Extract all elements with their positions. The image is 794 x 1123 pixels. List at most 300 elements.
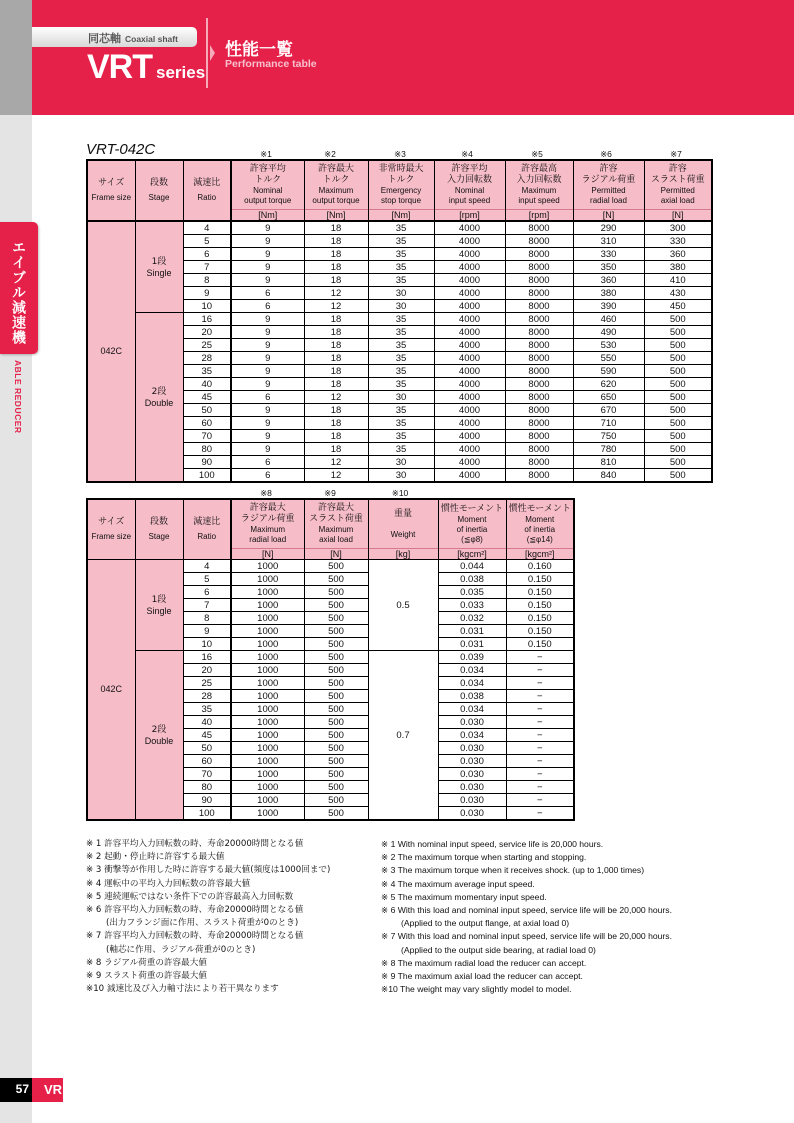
value-cell: 12 xyxy=(304,300,368,313)
value-cell: 8000 xyxy=(505,339,573,352)
value-cell: 380 xyxy=(573,287,644,300)
value-cell: 18 xyxy=(304,313,368,326)
value-cell: 460 xyxy=(573,313,644,326)
header-jp: 許容最高 xyxy=(520,164,557,174)
footnote-line: ※ 6 許容平均入力回転数の時、寿命20000時間となる値 xyxy=(86,905,304,916)
value-cell: 1000 xyxy=(231,599,304,612)
value-cell: 500 xyxy=(304,703,368,716)
header-line: 許容最大 xyxy=(317,503,354,513)
header-en: axial load xyxy=(660,196,695,205)
value-cell: 500 xyxy=(304,768,368,781)
value-cell: 4000 xyxy=(434,456,505,469)
value-cell: 500 xyxy=(644,430,712,443)
value-cell: 620 xyxy=(573,378,644,391)
value-cell: 4000 xyxy=(434,261,505,274)
value-cell: 500 xyxy=(644,378,712,391)
ratio-cell: 90 xyxy=(183,794,231,807)
value-cell: − xyxy=(506,703,574,716)
footnote-mark: ※7 xyxy=(670,149,682,159)
value-cell: 530 xyxy=(573,339,644,352)
value-cell: 8000 xyxy=(505,274,573,287)
stage-jp: 1段 xyxy=(151,256,167,267)
unit-label: [kg] xyxy=(368,549,438,560)
value-cell: 1000 xyxy=(231,716,304,729)
value-cell: 330 xyxy=(573,248,644,261)
weight-cell: 0.5 xyxy=(368,560,438,651)
footnote-line: ※ 9 スラスト荷重の許容最大値 xyxy=(86,971,207,982)
footnote-line: ※ 7 With this load and nominal input speed, service life will be 20,000 hours. xyxy=(381,931,672,942)
value-cell: 35 xyxy=(368,365,434,378)
page-section-label: VR xyxy=(32,1078,63,1102)
value-cell: 18 xyxy=(304,261,368,274)
footnote-line: ※ 1 許容平均入力回転数の時、寿命20000時間となる値 xyxy=(86,839,304,849)
footnote-line: ※ 1 With nominal input speed, service life is 20,000 hours. xyxy=(381,839,604,849)
value-cell: 18 xyxy=(304,326,368,339)
column-header-stage xyxy=(135,160,183,221)
unit-label: [Nm] xyxy=(368,210,434,222)
footnote-mark: ※10 xyxy=(391,488,409,498)
value-cell: 840 xyxy=(573,469,644,483)
weight-cell: 0.7 xyxy=(368,651,438,821)
footnote-mark: ※8 xyxy=(260,488,272,498)
unit-label: [rpm] xyxy=(434,210,505,222)
stage-en: Double xyxy=(144,735,174,746)
column-header-frame xyxy=(87,160,135,221)
column-header xyxy=(368,499,438,549)
header-line: 慣性モーメント xyxy=(508,503,571,514)
series-category-en: Coaxial shaft xyxy=(125,34,178,44)
value-cell: − xyxy=(506,742,574,755)
value-cell: 1000 xyxy=(231,586,304,599)
column-header-stage xyxy=(135,499,183,560)
header-en: output torque xyxy=(244,196,292,205)
performance-table-2 xyxy=(86,498,575,821)
ratio-cell: 28 xyxy=(183,690,231,703)
value-cell: 4000 xyxy=(434,430,505,443)
value-cell: 35 xyxy=(368,404,434,417)
value-cell: − xyxy=(506,716,574,729)
value-cell: 9 xyxy=(231,404,304,417)
column-header xyxy=(644,160,712,210)
value-cell: 12 xyxy=(304,456,368,469)
header-jp: 許容最大 xyxy=(317,164,354,174)
value-cell: 12 xyxy=(304,287,368,300)
column-header xyxy=(304,499,368,549)
value-cell: 18 xyxy=(304,352,368,365)
footnote-line: ※ 5 連続運転ではない条件下での許容最高入力回転数 xyxy=(86,891,294,902)
value-cell: 500 xyxy=(304,690,368,703)
value-cell: 590 xyxy=(573,365,644,378)
header-en: Ratio xyxy=(197,193,217,202)
header-line: Maximum xyxy=(250,525,286,534)
value-cell: 1000 xyxy=(231,612,304,625)
header-line: ラジアル荷重 xyxy=(240,514,295,524)
ratio-cell: 8 xyxy=(183,274,231,287)
value-cell: 360 xyxy=(644,248,712,261)
value-cell: 8000 xyxy=(505,430,573,443)
stage-en: Double xyxy=(144,397,174,408)
performance-table-1 xyxy=(86,159,713,483)
value-cell: 8000 xyxy=(505,443,573,456)
value-cell: 500 xyxy=(644,443,712,456)
value-cell: 4000 xyxy=(434,221,505,235)
ratio-cell: 45 xyxy=(183,391,231,404)
value-cell: 1000 xyxy=(231,573,304,586)
value-cell: 330 xyxy=(644,235,712,248)
unit-label: [N] xyxy=(644,210,712,222)
unit-label: [N] xyxy=(231,549,304,560)
value-cell: 1000 xyxy=(231,690,304,703)
footnote-line: ※ 3 The maximum torque when it receives shock. (up to 1,000 times) xyxy=(381,865,645,876)
value-cell: 500 xyxy=(644,469,712,483)
header-jp: トルク xyxy=(387,175,415,185)
footnote-mark: ※4 xyxy=(461,149,473,159)
value-cell: 1000 xyxy=(231,742,304,755)
ratio-cell: 6 xyxy=(183,586,231,599)
ratio-cell: 40 xyxy=(183,716,231,729)
footnote-line: ※10 The weight may vary slightly model to model. xyxy=(381,984,572,995)
ratio-cell: 9 xyxy=(183,287,231,300)
header-en: Frame size xyxy=(91,193,132,202)
header-jp: 段数 xyxy=(149,517,168,527)
value-cell: 35 xyxy=(368,326,434,339)
header-jp: 許容 xyxy=(668,164,687,174)
value-cell: 500 xyxy=(644,456,712,469)
value-cell: 18 xyxy=(304,339,368,352)
header-jp: 許容 xyxy=(599,164,618,174)
value-cell: 0.031 xyxy=(438,638,506,651)
side-tab-label: エイブル減速機 xyxy=(10,240,26,345)
value-cell: 6 xyxy=(231,300,304,313)
stage-jp: 2段 xyxy=(151,386,167,397)
header-line: of inertia xyxy=(524,524,556,534)
value-cell: 8000 xyxy=(505,261,573,274)
ratio-cell: 25 xyxy=(183,339,231,352)
stage-en: Single xyxy=(146,267,172,278)
value-cell: 500 xyxy=(304,625,368,638)
value-cell: 35 xyxy=(368,339,434,352)
value-cell: 12 xyxy=(304,391,368,404)
column-header xyxy=(231,499,304,549)
value-cell: 18 xyxy=(304,378,368,391)
value-cell: 8000 xyxy=(505,469,573,483)
ratio-cell: 90 xyxy=(183,456,231,469)
table-row xyxy=(87,221,712,235)
value-cell: 8000 xyxy=(505,326,573,339)
column-header xyxy=(573,160,644,210)
value-cell: 500 xyxy=(644,339,712,352)
value-cell: 0.044 xyxy=(438,560,506,573)
unit-label: [Nm] xyxy=(304,210,368,222)
stage-cell xyxy=(135,560,183,651)
value-cell: 500 xyxy=(644,417,712,430)
value-cell: 750 xyxy=(573,430,644,443)
value-cell: 18 xyxy=(304,417,368,430)
unit-label: [kgcm²] xyxy=(438,549,506,560)
header-row xyxy=(87,499,574,549)
value-cell: 1000 xyxy=(231,560,304,573)
value-cell: 4000 xyxy=(434,248,505,261)
value-cell: − xyxy=(506,677,574,690)
footnote-line: ※ 7 許容平均入力回転数の時、寿命20000時間となる値 xyxy=(86,931,304,942)
header-jp: 入力回転数 xyxy=(446,175,492,185)
footnote-line: ※ 8 The maximum radial load the reducer can accept. xyxy=(381,957,587,968)
value-cell: 500 xyxy=(644,352,712,365)
footnote-line: ※10 減速比及び入力軸寸法により若干異なります xyxy=(86,984,279,995)
header-jp: スラスト荷重 xyxy=(650,175,705,185)
header-en: stop torque xyxy=(380,196,422,205)
value-cell: 9 xyxy=(231,378,304,391)
header-en: Frame size xyxy=(91,532,132,541)
footnote-mark: ※9 xyxy=(324,488,336,498)
series-category-jp: 同芯軸 xyxy=(88,32,121,45)
value-cell: 8000 xyxy=(505,313,573,326)
value-cell: 35 xyxy=(368,352,434,365)
value-cell: 4000 xyxy=(434,469,505,483)
series-name: VRT xyxy=(87,48,152,86)
value-cell: 0.034 xyxy=(438,664,506,677)
value-cell: 0.150 xyxy=(506,599,574,612)
value-cell: 6 xyxy=(231,456,304,469)
ratio-cell: 50 xyxy=(183,404,231,417)
value-cell: 30 xyxy=(368,391,434,404)
column-header xyxy=(304,160,368,210)
left-margin-top xyxy=(0,0,32,115)
header-en: Ratio xyxy=(197,532,217,541)
header-line: Weight xyxy=(390,529,416,539)
series-suffix: series xyxy=(156,63,206,82)
ratio-cell: 8 xyxy=(183,612,231,625)
value-cell: 9 xyxy=(231,261,304,274)
value-cell: 0.038 xyxy=(438,573,506,586)
value-cell: 500 xyxy=(304,560,368,573)
value-cell: 18 xyxy=(304,274,368,287)
header-jp: 減速比 xyxy=(193,178,221,188)
header-line: axial load xyxy=(319,535,353,544)
footnote-mark: ※5 xyxy=(531,149,543,159)
value-cell: 4000 xyxy=(434,391,505,404)
value-cell: − xyxy=(506,664,574,677)
header-en: Stage xyxy=(148,193,170,202)
value-cell: 4000 xyxy=(434,443,505,456)
stage-cell xyxy=(135,313,183,483)
value-cell: 0.038 xyxy=(438,690,506,703)
value-cell: 0.030 xyxy=(438,781,506,794)
section-title-en: Performance table xyxy=(225,58,317,70)
value-cell: 35 xyxy=(368,313,434,326)
value-cell: 500 xyxy=(304,573,368,586)
header-row xyxy=(87,160,712,210)
ratio-cell: 80 xyxy=(183,781,231,794)
value-cell: 500 xyxy=(304,586,368,599)
value-cell: 1000 xyxy=(231,781,304,794)
value-cell: 35 xyxy=(368,261,434,274)
value-cell: 8000 xyxy=(505,417,573,430)
footnote-line: ※ 5 The maximum momentary input speed. xyxy=(381,891,547,902)
value-cell: 550 xyxy=(573,352,644,365)
stage-jp: 2段 xyxy=(151,724,167,735)
header-jp: サイズ xyxy=(98,517,125,527)
header-en: Nominal xyxy=(253,186,283,195)
ratio-cell: 40 xyxy=(183,378,231,391)
value-cell: 8000 xyxy=(505,287,573,300)
unit-label: [Nm] xyxy=(231,210,304,222)
series-category xyxy=(88,30,178,46)
value-cell: 18 xyxy=(304,248,368,261)
footnote-line: (軸芯に作用、ラジアル荷重が0のとき) xyxy=(106,944,256,955)
side-tab-english: ABLE REDUCER xyxy=(13,360,23,434)
value-cell: 9 xyxy=(231,326,304,339)
value-cell: 18 xyxy=(304,235,368,248)
value-cell: 30 xyxy=(368,456,434,469)
column-header-frame xyxy=(87,499,135,560)
header-line: 重量 xyxy=(393,508,412,519)
table-row xyxy=(87,651,574,664)
header-line: 慣性モーメント xyxy=(440,503,504,514)
value-cell: 0.030 xyxy=(438,768,506,781)
value-cell: 500 xyxy=(644,326,712,339)
series-title xyxy=(87,48,205,87)
footnote-mark: ※1 xyxy=(260,149,272,159)
value-cell: 0.034 xyxy=(438,677,506,690)
ratio-cell: 10 xyxy=(183,638,231,651)
value-cell: 650 xyxy=(573,391,644,404)
value-cell: 500 xyxy=(644,313,712,326)
value-cell: 9 xyxy=(231,339,304,352)
header-jp: サイズ xyxy=(98,178,125,188)
value-cell: 30 xyxy=(368,287,434,300)
header-en: input speed xyxy=(448,196,491,205)
footnote-line: ※ 2 起動・停止時に許容する最大値 xyxy=(86,852,225,863)
value-cell: 8000 xyxy=(505,378,573,391)
value-cell: 4000 xyxy=(434,274,505,287)
value-cell: 0.034 xyxy=(438,729,506,742)
ratio-cell: 16 xyxy=(183,651,231,664)
value-cell: 8000 xyxy=(505,235,573,248)
value-cell: 9 xyxy=(231,352,304,365)
value-cell: 390 xyxy=(573,300,644,313)
frame-size-cell: 042C xyxy=(87,560,135,821)
footnote-line: ※ 9 The maximum axial load the reducer can accept. xyxy=(381,971,583,982)
value-cell: 1000 xyxy=(231,794,304,807)
column-header xyxy=(505,160,573,210)
ratio-cell: 6 xyxy=(183,248,231,261)
value-cell: − xyxy=(506,651,574,664)
value-cell: 0.150 xyxy=(506,573,574,586)
ratio-cell: 10 xyxy=(183,300,231,313)
value-cell: 310 xyxy=(573,235,644,248)
column-header xyxy=(438,499,506,549)
header-line: of inertia xyxy=(456,524,488,534)
header-line: Maximum xyxy=(318,525,354,534)
header-line: radial load xyxy=(249,535,287,544)
value-cell: 4000 xyxy=(434,404,505,417)
value-cell: 4000 xyxy=(434,339,505,352)
column-header-ratio xyxy=(183,499,231,560)
header-en: Permitted xyxy=(660,186,695,195)
ratio-cell: 70 xyxy=(183,768,231,781)
ratio-cell: 5 xyxy=(183,235,231,248)
value-cell: 6 xyxy=(231,469,304,483)
value-cell: 35 xyxy=(368,221,434,235)
ratio-cell: 70 xyxy=(183,430,231,443)
ratio-cell: 20 xyxy=(183,326,231,339)
header-divider xyxy=(206,18,208,88)
header-line: 許容最大 xyxy=(249,503,286,513)
header-line: Moment xyxy=(525,514,555,524)
unit-label: [N] xyxy=(304,549,368,560)
chevron-right-icon xyxy=(210,45,215,61)
value-cell: 35 xyxy=(368,378,434,391)
value-cell: 500 xyxy=(304,664,368,677)
ratio-cell: 100 xyxy=(183,469,231,483)
value-cell: 9 xyxy=(231,235,304,248)
value-cell: 810 xyxy=(573,456,644,469)
ratio-cell: 80 xyxy=(183,443,231,456)
value-cell: 0.030 xyxy=(438,716,506,729)
value-cell: 1000 xyxy=(231,729,304,742)
value-cell: 35 xyxy=(368,235,434,248)
value-cell: 18 xyxy=(304,404,368,417)
value-cell: 4000 xyxy=(434,365,505,378)
value-cell: 30 xyxy=(368,469,434,483)
value-cell: 1000 xyxy=(231,755,304,768)
value-cell: 35 xyxy=(368,248,434,261)
footnote-mark: ※2 xyxy=(324,149,336,159)
header-line: (≦φ14) xyxy=(526,534,553,544)
header-jp: ラジアル荷重 xyxy=(581,175,636,185)
ratio-cell: 16 xyxy=(183,313,231,326)
value-cell: 350 xyxy=(573,261,644,274)
value-cell: 500 xyxy=(304,677,368,690)
header-en: Permitted xyxy=(591,186,626,195)
value-cell: 8000 xyxy=(505,365,573,378)
unit-label: [kgcm²] xyxy=(506,549,574,560)
value-cell: − xyxy=(506,690,574,703)
footnote-line: ※ 6 With this load and nominal input speed, service life will be 20,000 hours. xyxy=(381,905,672,916)
stage-cell xyxy=(135,221,183,313)
footnote-line: (Applied to the output side bearing, at radial load 0) xyxy=(401,944,596,955)
value-cell: 9 xyxy=(231,248,304,261)
value-cell: 6 xyxy=(231,391,304,404)
value-cell: 8000 xyxy=(505,352,573,365)
value-cell: 0.033 xyxy=(438,599,506,612)
ratio-cell: 35 xyxy=(183,365,231,378)
value-cell: 9 xyxy=(231,443,304,456)
footnote-line: ※ 2 The maximum torque when starting and stopping. xyxy=(381,852,587,863)
value-cell: 360 xyxy=(573,274,644,287)
header-jp: 許容平均 xyxy=(451,164,488,174)
value-cell: 0.030 xyxy=(438,742,506,755)
value-cell: 0.150 xyxy=(506,638,574,651)
ratio-cell: 25 xyxy=(183,677,231,690)
value-cell: 8000 xyxy=(505,300,573,313)
value-cell: 9 xyxy=(231,274,304,287)
value-cell: 9 xyxy=(231,430,304,443)
value-cell: 0.030 xyxy=(438,755,506,768)
stage-cell xyxy=(135,651,183,821)
footnote-line: (Applied to the output flange, at axial load 0) xyxy=(401,918,570,929)
value-cell: − xyxy=(506,794,574,807)
frame-size-cell: 042C xyxy=(87,221,135,482)
value-cell: 500 xyxy=(304,651,368,664)
footnote-mark: ※6 xyxy=(600,149,612,159)
header-jp: 減速比 xyxy=(193,517,221,527)
column-header xyxy=(231,160,304,210)
footnote-line: ※ 4 The maximum average input speed. xyxy=(381,878,535,889)
header-jp: 入力回転数 xyxy=(516,175,562,185)
ratio-cell: 7 xyxy=(183,599,231,612)
